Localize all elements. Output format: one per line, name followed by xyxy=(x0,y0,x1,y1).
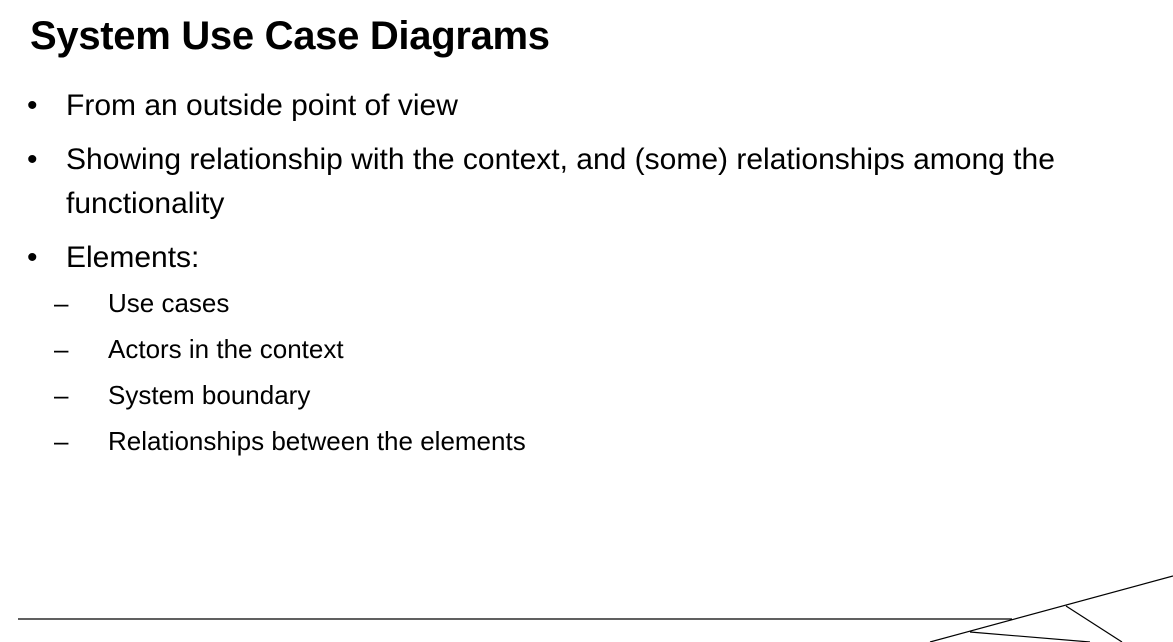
footer-cross-line xyxy=(1066,606,1122,642)
sub-bullet-item xyxy=(42,424,1056,458)
sub-bullet-item xyxy=(42,378,1056,412)
sub-bullet-marker: – xyxy=(54,426,69,456)
sub-bullet-list xyxy=(54,286,1056,458)
footer-diagonal-line xyxy=(930,576,1173,642)
bullet-item xyxy=(0,236,1056,458)
bullet-text: Elements: xyxy=(66,241,200,274)
sub-bullet-item xyxy=(42,286,1056,320)
bullet-text: Showing relationship with the context, and (some) relationships among the functionality xyxy=(66,143,1055,220)
bullet-marker: • xyxy=(27,89,38,122)
slide-title: System Use Case Diagrams xyxy=(30,14,550,58)
bullet-list xyxy=(0,84,1173,470)
sub-bullet-text: Use cases xyxy=(108,288,230,318)
sub-bullet-text: Actors in the context xyxy=(108,334,344,364)
sub-bullet-marker: – xyxy=(54,380,69,410)
bullet-marker: • xyxy=(27,143,38,176)
sub-bullet-marker: – xyxy=(54,334,69,364)
sub-bullet-item xyxy=(42,332,1056,366)
sub-bullet-text: Relationships between the elements xyxy=(108,426,526,456)
bullet-item xyxy=(0,138,1056,226)
footer-short-line xyxy=(970,632,1090,642)
bullet-text: From an outside point of view xyxy=(66,89,458,122)
sub-bullet-text: System boundary xyxy=(108,380,311,410)
sub-bullet-marker: – xyxy=(54,288,69,318)
bullet-marker: • xyxy=(27,241,38,274)
bullet-item xyxy=(0,84,1056,128)
